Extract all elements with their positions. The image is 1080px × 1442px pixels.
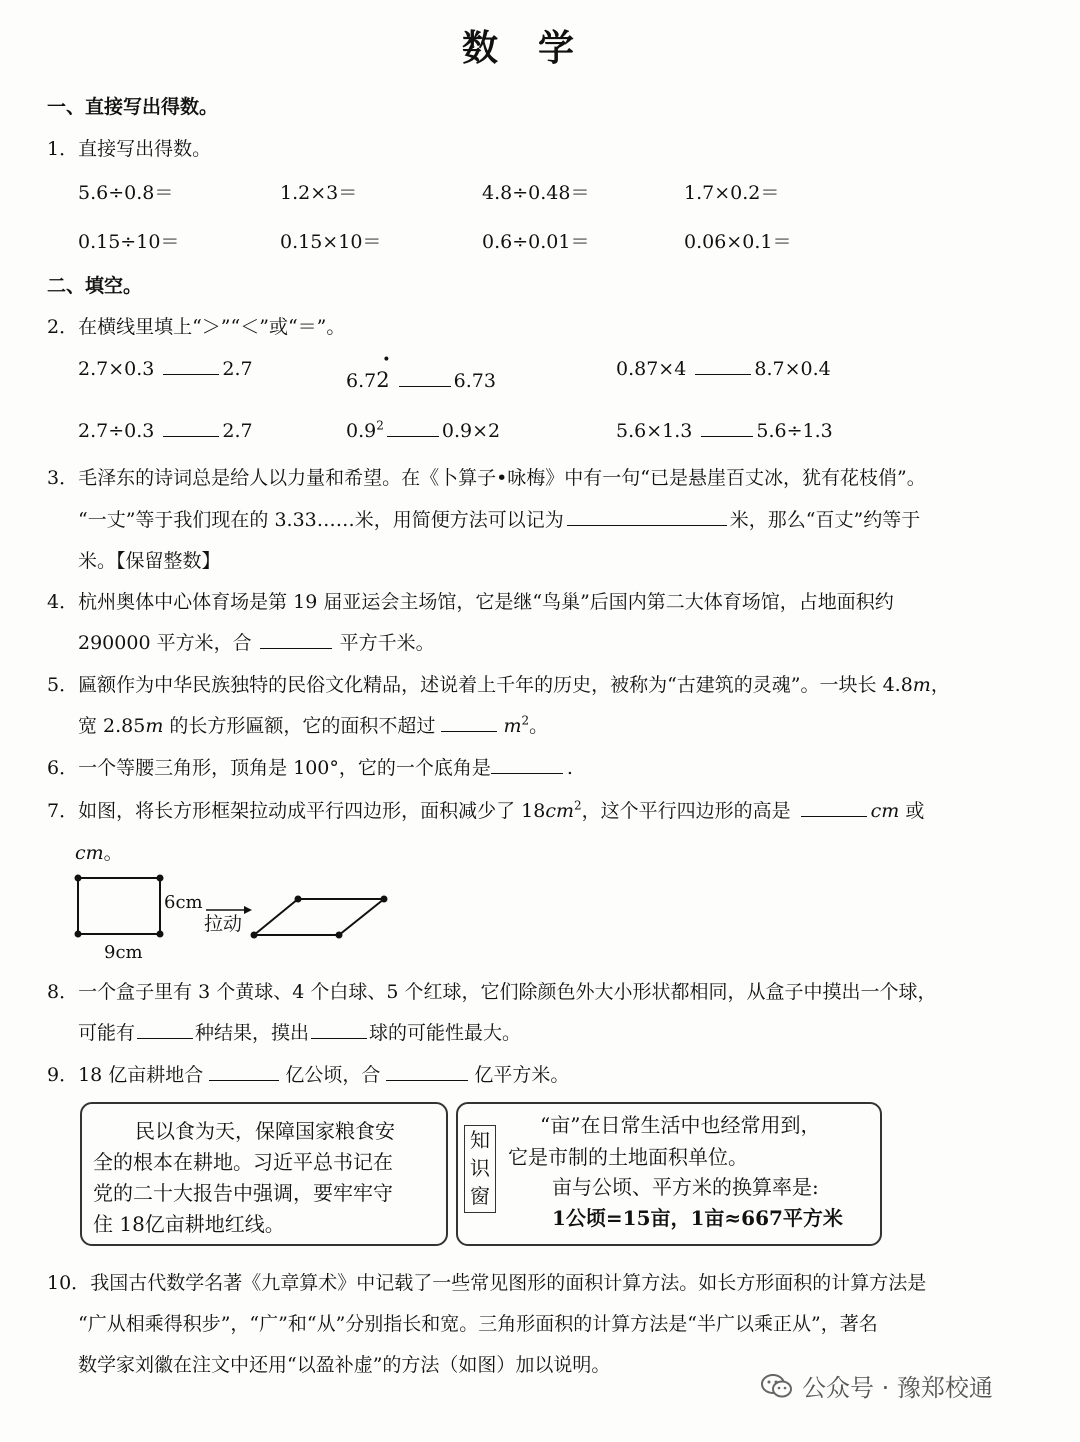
compare-left: 5.6×1.3	[616, 420, 693, 442]
compare-right: 5.6÷1.3	[756, 420, 833, 442]
answer-blank[interactable]	[441, 713, 497, 732]
info-box-line: “亩”在日常生活中也经常用到，	[540, 1113, 821, 1137]
answer-blank[interactable]	[163, 356, 219, 375]
question-prompt: 在横线里填上“＞”“＜”或“＝”。	[78, 316, 346, 338]
calc-item: 0.15÷10＝	[78, 231, 180, 253]
repeating-digit: • 2	[376, 352, 391, 392]
answer-blank[interactable]	[701, 418, 753, 437]
exponent: 2	[376, 418, 384, 433]
question-3: 3．毛泽东的诗词总是给人以力量和希望。在《卜算子•咏梅》中有一句“已是悬崖百丈冰，犹有花枝俏”。	[47, 467, 926, 489]
question-7-line-2: cm。	[75, 842, 123, 864]
compare-item	[346, 352, 496, 392]
vertex	[157, 931, 164, 938]
height-label: 6cm	[164, 892, 203, 913]
question-number: 10．	[47, 1272, 91, 1294]
question-number: 5．	[47, 674, 79, 696]
question-9: 9．18 亿亩耕地合 亿公顷，合 亿平方米。	[47, 1064, 570, 1086]
question-10-line-3: 数学家刘徽在注文中还用“以盈补虚”的方法（如图）加以说明。	[78, 1354, 611, 1376]
question-4-line-2: 290000 平方米，合 平方千米。	[78, 632, 435, 654]
compare-left: 2.7×0.3	[78, 358, 155, 380]
watermark-text: 公众号 · 豫郑校通	[802, 1374, 993, 1402]
question-number: 6．	[47, 757, 79, 779]
answer-blank[interactable]	[260, 630, 332, 649]
info-box-line: 民以食为天，保障国家粮食安	[135, 1119, 395, 1143]
question-2	[47, 312, 345, 339]
compare-right: 6.73	[453, 370, 496, 392]
answer-blank[interactable]	[491, 755, 563, 774]
answer-blank[interactable]	[399, 368, 451, 387]
info-box-line: 1公顷=15亩，1亩≈667平方米	[552, 1206, 843, 1230]
compare-left: 2.7÷0.3	[78, 420, 155, 442]
question-8: 8．一个盒子里有 3 个黄球、4 个白球、5 个红球，它们除颜色外大小形状都相同，从盒子中摸出一个球，	[47, 981, 937, 1003]
question-6: 6．一个等腰三角形，顶角是 100°，它的一个底角是 .	[47, 757, 573, 779]
vertex	[295, 896, 302, 903]
calc-item: 1.7×0.2＝	[684, 182, 780, 204]
question-number: 9．	[47, 1064, 79, 1086]
question-number: 8．	[47, 981, 79, 1003]
vertex	[75, 931, 82, 938]
answer-blank[interactable]	[137, 1020, 193, 1039]
question-1	[47, 134, 211, 161]
width-label: 9cm	[104, 942, 143, 963]
arrowhead	[244, 906, 252, 914]
knowledge-window-tag: 知 识 窗	[464, 1125, 496, 1213]
answer-blank[interactable]	[386, 1062, 468, 1081]
question-10-line-2: “广从相乘得积步”，“广”和“从”分别指长和宽。三角形面积的计算方法是“半广以乘正从”，著名	[78, 1313, 878, 1335]
vertex	[381, 896, 388, 903]
calc-item: 5.6÷0.8＝	[78, 182, 174, 204]
rectangle-shape	[78, 878, 160, 934]
question-3-line-2: “一丈”等于我们现在的 3.33……米，用简便方法可以记为 米，那么“百丈”约等于	[78, 509, 921, 531]
question-prompt: 直接写出得数。	[78, 138, 212, 160]
vertex	[75, 875, 82, 882]
answer-blank[interactable]	[163, 418, 219, 437]
compare-right: 2.7	[222, 358, 253, 380]
vertex	[157, 875, 164, 882]
question-number: 1．	[47, 138, 79, 160]
info-box-line: 亩与公顷、平方米的换算率是:	[552, 1175, 819, 1199]
wechat-icon	[760, 1372, 794, 1400]
question-3-line-3: 米。【保留整数】	[78, 550, 221, 572]
vertex	[251, 932, 258, 939]
calc-item: 0.15×10＝	[280, 231, 382, 253]
question-7: 7．如图，将长方形框架拉动成平行四边形，面积减少了 $18cm^2$，这个平行四边形的高是 cm 或	[47, 798, 925, 822]
calc-item: 4.8÷0.48＝	[482, 182, 590, 204]
compare-item	[616, 356, 831, 380]
calc-item: 1.2×3＝	[280, 182, 358, 204]
question-10: 10．我国古代数学名著《九章算术》中记载了一些常见图形的面积计算方法。如长方形面积的计算方法是	[47, 1272, 927, 1294]
compare-right: 0.9×2	[441, 420, 501, 442]
answer-blank[interactable]	[567, 507, 727, 526]
question-number: 2．	[47, 316, 79, 338]
answer-blank[interactable]	[387, 418, 439, 437]
compare-left: 6.7	[346, 370, 377, 392]
calc-item: 0.6÷0.01＝	[482, 231, 590, 253]
compare-right: 8.7×0.4	[754, 358, 831, 380]
question-number: 3．	[47, 467, 79, 489]
answer-blank[interactable]	[209, 1062, 279, 1081]
info-box-line: 全的根本在耕地。习近平总书记在	[93, 1150, 393, 1174]
action-label: 拉动	[204, 913, 243, 935]
compare-item	[78, 418, 253, 442]
question-number: 4．	[47, 591, 79, 613]
page-title: 数 学	[462, 27, 577, 69]
rectangle-to-parallelogram-figure	[66, 868, 396, 968]
compare-item	[78, 356, 253, 380]
compare-item	[346, 418, 500, 442]
compare-right: 2.7	[222, 420, 253, 442]
info-box-line: 党的二十大报告中强调，要牢牢守	[93, 1181, 393, 1205]
vertex	[336, 932, 343, 939]
watermark	[760, 1368, 993, 1403]
answer-blank[interactable]	[695, 356, 751, 375]
compare-left: 0.9	[346, 420, 377, 442]
compare-item	[616, 418, 833, 442]
parallelogram-shape	[254, 899, 384, 935]
answer-blank[interactable]	[311, 1020, 367, 1039]
info-box-line: 住 18亿亩耕地红线。	[93, 1212, 285, 1236]
repeat-dot-icon: •	[382, 352, 391, 368]
question-5: 5．匾额作为中华民族独特的民俗文化精品，述说着上千年的历史，被称为“古建筑的灵魂”。一块长 4.8m，	[47, 674, 950, 696]
info-box-line: 它是市制的土地面积单位。	[508, 1145, 748, 1169]
question-5-line-2: 宽 2.85m 的长方形匾额，它的面积不超过 $m^2$。	[78, 713, 549, 737]
answer-blank[interactable]	[801, 798, 867, 817]
question-8-line-2: 可能有 种结果，摸出 球的可能性最大。	[78, 1022, 522, 1044]
section-heading-2: 二、填空。	[47, 275, 143, 297]
section-heading-1: 一、直接写出得数。	[47, 96, 219, 118]
question-4: 4．杭州奥体中心体育场是第 19 届亚运会主场馆，它是继“鸟巢”后国内第二大体育场馆，占地面积约	[47, 591, 894, 613]
compare-left: 0.87×4	[616, 358, 687, 380]
question-number: 7．	[47, 800, 79, 822]
calc-item: 0.06×0.1＝	[684, 231, 792, 253]
